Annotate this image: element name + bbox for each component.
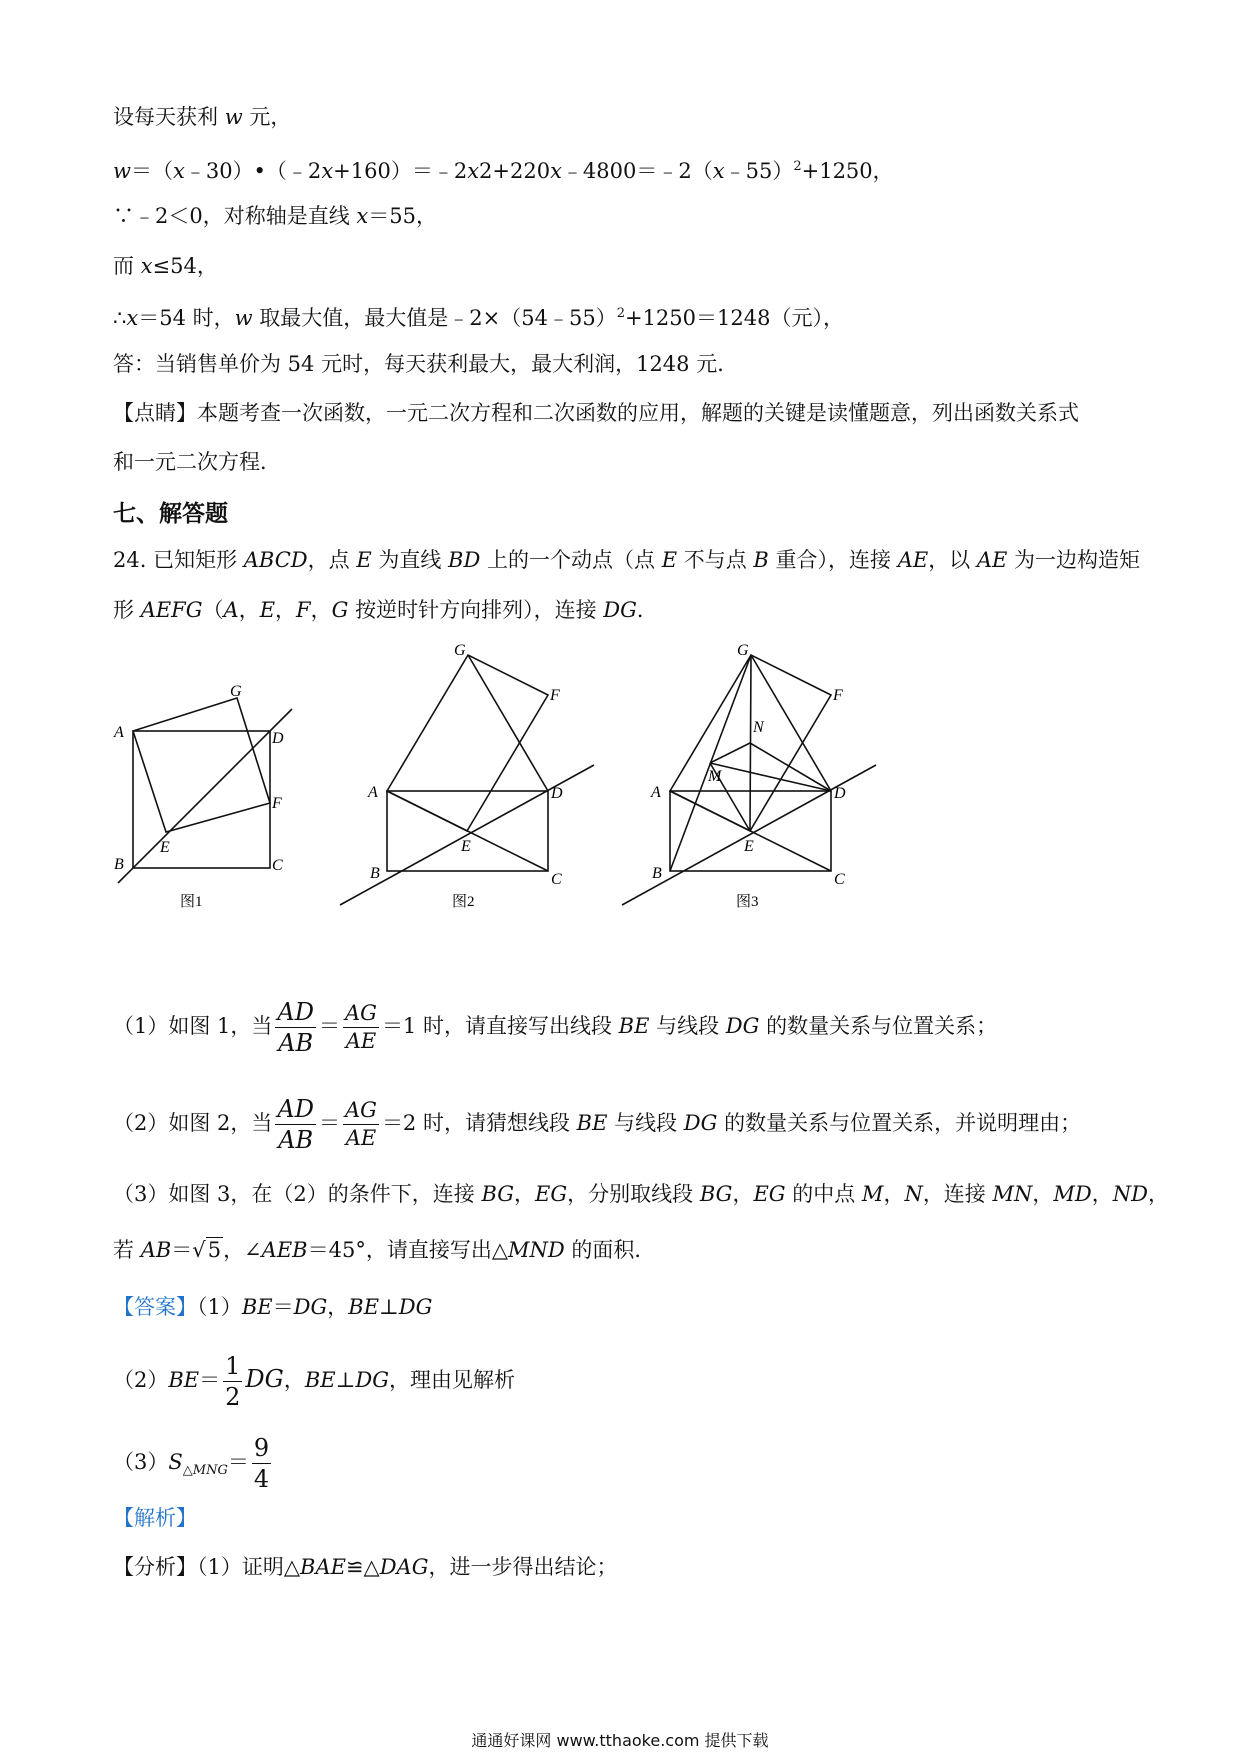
label-n: N: [753, 719, 764, 736]
text-line: ∵﹣2＜0，对称轴是直线 x＝55，: [113, 204, 437, 228]
label-e: E: [461, 838, 471, 855]
label-g: G: [737, 642, 749, 659]
fraction-ad-ab: $\frac{AD}{AB}$: [277, 1095, 314, 1154]
figure-2: [330, 635, 600, 920]
label-f: F: [550, 687, 560, 704]
answer-line: 答：当销售单价为 54 元时，每天获利最大，最大利润，1248 元．: [113, 352, 739, 376]
label-f: F: [272, 795, 282, 812]
remark-line: 和一元二次方程．: [113, 450, 281, 474]
label-e: E: [744, 838, 754, 855]
question-line: 形 AEFG（A，E，F，G 按逆时针方向排列），连接 DG．: [113, 598, 658, 622]
figure-3: [610, 635, 890, 920]
fraction-one-half: $\frac{1}{2}$: [225, 1352, 241, 1411]
answer-1: 【答案】（1）BE＝DG，BE⊥DG: [113, 1295, 433, 1319]
question-line: 24. 已知矩形 ABCD，点 E 为直线 BD 上的一个动点（点 E 不与点 B 重合），连接 AE，以 AE 为一边构造矩: [113, 548, 1141, 572]
remark-line: 【点睛】本题考查一次函数，一元二次方程和二次函数的应用，解题的关键是读懂题意，列出函数关系式: [113, 401, 1079, 425]
label-c: C: [272, 857, 283, 874]
label-c: C: [834, 871, 845, 888]
answer-tag: 【答案】: [113, 1295, 197, 1319]
fraction-ag-ae: $\frac{AG}{AE}$: [344, 1098, 377, 1150]
label-b: B: [370, 865, 380, 882]
analysis-line: 【分析】（1）证明△BAE≌△DAG，进一步得出结论；: [113, 1555, 618, 1579]
text-line: ∴x＝54 时，w 取最大值，最大值是﹣2×（54﹣55）$^2$+1250＝1248（元），: [113, 306, 844, 330]
label-d: D: [272, 730, 284, 747]
analysis-tag: 【解析】: [113, 1506, 197, 1530]
fraction-ad-ab: $\frac{AD}{AB}$: [277, 998, 314, 1057]
segment-nd: [750, 743, 831, 791]
label-d: D: [551, 785, 563, 802]
rect-aefg: [133, 698, 270, 832]
figure-1-caption: 图1: [180, 894, 203, 910]
answer-3: $(3)S_{\triangle MNG}=$ $\frac{9}{4}$: [113, 1434, 270, 1493]
text-line: 而 x≤54，: [113, 254, 218, 278]
question-part-2: （2）如图 2，当 $\frac{AD}{AB}$ ＝ $\frac{AG}{AE}$ ＝2 时，请猜想线段 BE 与线段 DG 的数量关系与位置关系，并说明理由；: [113, 1095, 1082, 1154]
line-bd: [118, 709, 292, 883]
segment-md: [710, 763, 831, 791]
label-b: B: [114, 856, 124, 873]
label-b: B: [652, 865, 662, 882]
label-c: C: [551, 871, 562, 888]
figure-2-caption: 图2: [452, 894, 475, 910]
page-footer: 通通好课网 www.tthaoke.com 提供下载: [471, 1731, 769, 1750]
fraction-ag-ae: $\frac{AG}{AE}$: [344, 1001, 377, 1053]
label-m: M: [708, 768, 722, 785]
label-a: A: [651, 784, 661, 801]
label-g: G: [454, 642, 466, 659]
label-e: E: [160, 839, 170, 856]
segment-mn: [710, 743, 750, 763]
text-line: 设每天获利 w 元，: [113, 105, 292, 129]
sqrt-5: √5: [192, 1238, 222, 1262]
question-part-3-cont: 若 AB＝√5，∠AEB＝45°，请直接写出△MND 的面积．: [113, 1235, 655, 1265]
rect-aefg: [387, 655, 548, 831]
answer-2: （2）BE＝ $\frac{1}{2}$ DG，BE⊥DG，理由见解析: [113, 1352, 515, 1411]
label-a: A: [114, 724, 124, 741]
question-part-3: （3）如图 3，在（2）的条件下，连接 BG，EG，分别取线段 BG，EG 的中点 M，N，连接 MN，MD，ND，: [113, 1182, 1169, 1206]
label-a: A: [368, 784, 378, 801]
label-f: F: [833, 687, 843, 704]
fraction-nine-quarters: $\frac{9}{4}$: [253, 1434, 270, 1493]
figure-1: [105, 670, 305, 920]
question-part-1: （1）如图 1，当 $\frac{AD}{AB}$ ＝ $\frac{AG}{AE}$ ＝1 时，请直接写出线段 BE 与线段 DG 的数量关系与位置关系；: [113, 998, 998, 1057]
figure-3-caption: 图3: [736, 894, 759, 910]
label-d: D: [834, 785, 846, 802]
label-g: G: [230, 683, 242, 700]
formula-line: w＝（x﹣30）•（﹣2x+160）＝﹣2x2+220x﹣4800＝﹣2（x﹣55）$^2$+1250，: [113, 159, 894, 183]
section-title: 七、解答题: [113, 501, 228, 527]
